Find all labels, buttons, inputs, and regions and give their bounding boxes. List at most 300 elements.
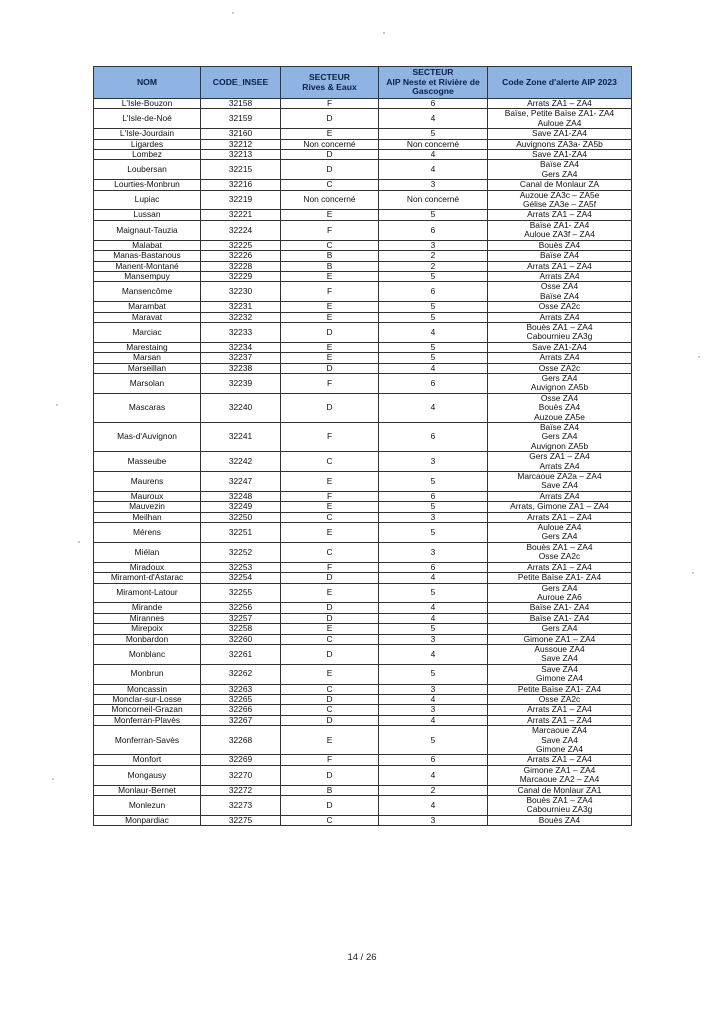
- cell-secteur-aip: 4: [379, 715, 488, 725]
- scan-speck: [232, 12, 234, 14]
- table-row: [94, 363, 632, 373]
- cell-code-zone: Baïse ZA4 Gers ZA4 Auvignon ZA5b: [488, 423, 632, 452]
- cell-code-zone: Gers ZA4: [488, 624, 632, 634]
- table-row: [94, 129, 632, 139]
- cell-code-insee: 32253: [201, 562, 281, 572]
- cell-code-zone: Osse ZA4 Baïse ZA4: [488, 282, 632, 302]
- cell-code-insee: 32256: [201, 603, 281, 613]
- table-row: [94, 312, 632, 322]
- cell-secteur-aip: 5: [379, 664, 488, 684]
- cell-secteur-rives-eaux: E: [281, 583, 379, 603]
- header-nom: NOM: [94, 67, 201, 99]
- cell-code-zone: Gers ZA1 – ZA4 Arrats ZA4: [488, 452, 632, 472]
- cell-secteur-aip: 3: [379, 240, 488, 250]
- cell-secteur-rives-eaux: E: [281, 312, 379, 322]
- cell-code-insee: 32241: [201, 423, 281, 452]
- cell-code-zone: Petite Baïse ZA1- ZA4: [488, 684, 632, 694]
- cell-secteur-rives-eaux: E: [281, 342, 379, 352]
- cell-nom: Lombez: [94, 150, 201, 160]
- table-row: [94, 583, 632, 603]
- cell-code-insee: 32269: [201, 755, 281, 765]
- cell-nom: Mirannes: [94, 613, 201, 623]
- table-row: [94, 251, 632, 261]
- cell-secteur-rives-eaux: E: [281, 502, 379, 512]
- cell-code-zone: Marcaoue ZA2a – ZA4 Save ZA4: [488, 472, 632, 492]
- table-row: [94, 220, 632, 240]
- cell-secteur-aip: 4: [379, 694, 488, 704]
- cell-secteur-rives-eaux: B: [281, 261, 379, 271]
- cell-nom: Marestaing: [94, 342, 201, 352]
- cell-secteur-aip: 6: [379, 220, 488, 240]
- cell-nom: Manent-Montané: [94, 261, 201, 271]
- cell-secteur-aip: 6: [379, 99, 488, 109]
- cell-secteur-rives-eaux: C: [281, 452, 379, 472]
- table-row: [94, 726, 632, 755]
- cell-nom: Maignaut-Tauzia: [94, 220, 201, 240]
- cell-secteur-rives-eaux: E: [281, 353, 379, 363]
- cell-code-zone: Arrats ZA1 – ZA4: [488, 705, 632, 715]
- cell-code-insee: 32221: [201, 210, 281, 220]
- table-row: [94, 765, 632, 785]
- cell-secteur-aip: 2: [379, 261, 488, 271]
- cell-nom: L'Isle-Jourdain: [94, 129, 201, 139]
- cell-code-zone: Gers ZA4 Auvignon ZA5b: [488, 373, 632, 393]
- cell-secteur-aip: 5: [379, 624, 488, 634]
- cell-code-zone: Arrats ZA1 – ZA4: [488, 715, 632, 725]
- cell-secteur-rives-eaux: D: [281, 393, 379, 422]
- scan-speck: [383, 32, 385, 34]
- cell-secteur-aip: 2: [379, 785, 488, 795]
- cell-code-insee: 32219: [201, 190, 281, 210]
- cell-nom: Moncorneil-Grazan: [94, 705, 201, 715]
- table-row: [94, 302, 632, 312]
- cell-code-insee: 32225: [201, 240, 281, 250]
- cell-code-insee: 32216: [201, 180, 281, 190]
- table-row: [94, 573, 632, 583]
- cell-code-insee: 32213: [201, 150, 281, 160]
- cell-secteur-rives-eaux: D: [281, 613, 379, 623]
- cell-secteur-aip: 5: [379, 502, 488, 512]
- table-row: [94, 684, 632, 694]
- scan-speck: [692, 572, 694, 574]
- table-row: [94, 603, 632, 613]
- cell-code-zone: Baïse ZA1- ZA4 Auloue ZA3f – ZA4: [488, 220, 632, 240]
- cell-code-insee: 32229: [201, 271, 281, 281]
- cell-code-insee: 32257: [201, 613, 281, 623]
- cell-code-insee: 32226: [201, 251, 281, 261]
- cell-code-zone: Auzoue ZA3c – ZA5e Gélise ZA3e – ZA5f: [488, 190, 632, 210]
- table-row: [94, 472, 632, 492]
- cell-secteur-aip: 3: [379, 542, 488, 562]
- cell-secteur-rives-eaux: F: [281, 755, 379, 765]
- cell-code-insee: 32252: [201, 542, 281, 562]
- cell-secteur-rives-eaux: D: [281, 160, 379, 180]
- table-row: [94, 353, 632, 363]
- cell-secteur-rives-eaux: Non concerné: [281, 139, 379, 149]
- cell-code-zone: Save ZA1-ZA4: [488, 150, 632, 160]
- cell-secteur-rives-eaux: D: [281, 644, 379, 664]
- cell-secteur-aip: 5: [379, 129, 488, 139]
- cell-secteur-rives-eaux: F: [281, 99, 379, 109]
- cell-code-zone: Aussoue ZA4 Save ZA4: [488, 644, 632, 664]
- cell-code-zone: Canal de Monlaur ZA: [488, 180, 632, 190]
- cell-secteur-rives-eaux: C: [281, 815, 379, 825]
- cell-code-zone: Bouès ZA1 – ZA4 Osse ZA2c: [488, 542, 632, 562]
- cell-code-zone: Save ZA1-ZA4: [488, 342, 632, 352]
- cell-code-insee: 32239: [201, 373, 281, 393]
- cell-nom: Marsolan: [94, 373, 201, 393]
- cell-nom: Meilhan: [94, 512, 201, 522]
- cell-nom: Miramont-d'Astarac: [94, 573, 201, 583]
- cell-secteur-rives-eaux: E: [281, 210, 379, 220]
- cell-code-zone: Baïse ZA1- ZA4: [488, 603, 632, 613]
- table-row: [94, 109, 632, 129]
- cell-secteur-rives-eaux: D: [281, 715, 379, 725]
- cell-code-insee: 32233: [201, 322, 281, 342]
- table-row: [94, 715, 632, 725]
- cell-code-zone: Auloue ZA4 Gers ZA4: [488, 523, 632, 543]
- cell-code-insee: 32275: [201, 815, 281, 825]
- cell-secteur-rives-eaux: C: [281, 180, 379, 190]
- cell-secteur-aip: 4: [379, 322, 488, 342]
- cell-code-zone: Arrats ZA1 – ZA4: [488, 755, 632, 765]
- cell-secteur-aip: 3: [379, 634, 488, 644]
- cell-code-zone: Osse ZA2c: [488, 363, 632, 373]
- cell-secteur-rives-eaux: F: [281, 282, 379, 302]
- table-row: [94, 542, 632, 562]
- cell-nom: Monpardiac: [94, 815, 201, 825]
- table-row: [94, 423, 632, 452]
- cell-nom: Marciac: [94, 322, 201, 342]
- cell-secteur-aip: 5: [379, 472, 488, 492]
- cell-secteur-aip: Non concerné: [379, 190, 488, 210]
- cell-nom: Mongausy: [94, 765, 201, 785]
- cell-nom: Lupiac: [94, 190, 201, 210]
- table-row: [94, 150, 632, 160]
- cell-secteur-aip: 6: [379, 282, 488, 302]
- cell-secteur-rives-eaux: D: [281, 150, 379, 160]
- cell-nom: Masseube: [94, 452, 201, 472]
- cell-nom: Maravat: [94, 312, 201, 322]
- cell-code-zone: Arrats ZA1 – ZA4: [488, 261, 632, 271]
- cell-code-insee: 32242: [201, 452, 281, 472]
- cell-secteur-rives-eaux: F: [281, 220, 379, 240]
- scan-speck: [698, 356, 700, 358]
- cell-code-zone: Canal de Monlaur ZA1: [488, 785, 632, 795]
- cell-nom: Mansencôme: [94, 282, 201, 302]
- header-secteur-rives-eaux: SECTEUR Rives & Eaux: [281, 67, 379, 99]
- cell-nom: Marseillan: [94, 363, 201, 373]
- cell-secteur-rives-eaux: B: [281, 785, 379, 795]
- cell-secteur-aip: 3: [379, 684, 488, 694]
- cell-secteur-rives-eaux: F: [281, 562, 379, 572]
- cell-nom: L'Isle-de-Noé: [94, 109, 201, 129]
- cell-secteur-aip: 3: [379, 180, 488, 190]
- cell-secteur-aip: Non concerné: [379, 139, 488, 149]
- table-row: [94, 491, 632, 501]
- cell-secteur-rives-eaux: F: [281, 423, 379, 452]
- communes-table: [93, 66, 632, 826]
- cell-code-insee: 32266: [201, 705, 281, 715]
- table-row: [94, 664, 632, 684]
- table-row: [94, 815, 632, 825]
- scan-speck: [56, 404, 58, 406]
- cell-secteur-aip: 4: [379, 160, 488, 180]
- cell-code-insee: 32234: [201, 342, 281, 352]
- cell-secteur-aip: 5: [379, 523, 488, 543]
- cell-code-zone: Baïse ZA4 Gers ZA4: [488, 160, 632, 180]
- cell-secteur-rives-eaux: E: [281, 472, 379, 492]
- table-row: [94, 705, 632, 715]
- cell-secteur-aip: 4: [379, 613, 488, 623]
- cell-code-insee: 32260: [201, 634, 281, 644]
- cell-code-insee: 32232: [201, 312, 281, 322]
- table-row: [94, 393, 632, 422]
- cell-code-insee: 32231: [201, 302, 281, 312]
- cell-secteur-rives-eaux: E: [281, 129, 379, 139]
- table-row: [94, 613, 632, 623]
- cell-secteur-rives-eaux: D: [281, 363, 379, 373]
- cell-secteur-rives-eaux: C: [281, 542, 379, 562]
- cell-secteur-aip: 6: [379, 755, 488, 765]
- cell-nom: Mirande: [94, 603, 201, 613]
- cell-nom: Marambat: [94, 302, 201, 312]
- cell-secteur-aip: 3: [379, 815, 488, 825]
- cell-code-insee: 32250: [201, 512, 281, 522]
- cell-secteur-rives-eaux: E: [281, 726, 379, 755]
- cell-nom: Malabat: [94, 240, 201, 250]
- cell-nom: Monlaur-Bernet: [94, 785, 201, 795]
- cell-nom: Ligardes: [94, 139, 201, 149]
- table-row: [94, 755, 632, 765]
- cell-code-zone: Save ZA1-ZA4: [488, 129, 632, 139]
- cell-nom: Mauroux: [94, 491, 201, 501]
- cell-code-zone: Arrats ZA1 – ZA4: [488, 210, 632, 220]
- cell-secteur-aip: 5: [379, 342, 488, 352]
- cell-secteur-rives-eaux: D: [281, 694, 379, 704]
- cell-code-insee: 32251: [201, 523, 281, 543]
- cell-secteur-aip: 5: [379, 353, 488, 363]
- cell-nom: Monbardon: [94, 634, 201, 644]
- table-row: [94, 342, 632, 352]
- table-row: [94, 624, 632, 634]
- cell-nom: Monferran-Savès: [94, 726, 201, 755]
- cell-secteur-rives-eaux: F: [281, 491, 379, 501]
- cell-code-zone: Arrats ZA4: [488, 491, 632, 501]
- cell-nom: Monferran-Plavès: [94, 715, 201, 725]
- cell-code-zone: Arrats ZA4: [488, 271, 632, 281]
- cell-secteur-rives-eaux: E: [281, 523, 379, 543]
- cell-secteur-rives-eaux: C: [281, 634, 379, 644]
- cell-nom: Moncassin: [94, 684, 201, 694]
- cell-secteur-aip: 5: [379, 302, 488, 312]
- cell-secteur-aip: 2: [379, 251, 488, 261]
- cell-nom: Lourties-Monbrun: [94, 180, 201, 190]
- table-row: [94, 210, 632, 220]
- cell-code-insee: 32158: [201, 99, 281, 109]
- cell-secteur-aip: 3: [379, 705, 488, 715]
- cell-secteur-aip: 5: [379, 583, 488, 603]
- cell-nom: L'Isle-Bouzon: [94, 99, 201, 109]
- cell-code-insee: 32159: [201, 109, 281, 129]
- cell-secteur-rives-eaux: C: [281, 240, 379, 250]
- table-row: [94, 373, 632, 393]
- cell-secteur-rives-eaux: B: [281, 251, 379, 261]
- table-row: [94, 180, 632, 190]
- cell-code-zone: Arrats ZA1 – ZA4: [488, 512, 632, 522]
- header-code-insee: CODE_INSEE: [201, 67, 281, 99]
- cell-code-insee: 32212: [201, 139, 281, 149]
- cell-code-insee: 32215: [201, 160, 281, 180]
- cell-secteur-rives-eaux: D: [281, 796, 379, 816]
- cell-code-zone: Arrats ZA1 – ZA4: [488, 562, 632, 572]
- cell-secteur-aip: 5: [379, 312, 488, 322]
- cell-code-insee: 32258: [201, 624, 281, 634]
- scan-speck: [52, 778, 54, 780]
- cell-nom: Monlezun: [94, 796, 201, 816]
- cell-code-insee: 32265: [201, 694, 281, 704]
- cell-nom: Miélan: [94, 542, 201, 562]
- cell-nom: Marsan: [94, 353, 201, 363]
- cell-nom: Maurens: [94, 472, 201, 492]
- table-row: [94, 240, 632, 250]
- cell-code-insee: 32224: [201, 220, 281, 240]
- cell-secteur-rives-eaux: Non concerné: [281, 190, 379, 210]
- cell-secteur-aip: 4: [379, 573, 488, 583]
- table-row: [94, 160, 632, 180]
- cell-secteur-aip: 4: [379, 765, 488, 785]
- cell-secteur-aip: 4: [379, 644, 488, 664]
- cell-secteur-rives-eaux: C: [281, 705, 379, 715]
- cell-code-zone: Bouès ZA1 – ZA4 Cabournieu ZA3g: [488, 796, 632, 816]
- table-row: [94, 322, 632, 342]
- cell-code-zone: Arrats ZA4: [488, 353, 632, 363]
- cell-nom: Mas-d'Auvignon: [94, 423, 201, 452]
- cell-nom: Miradoux: [94, 562, 201, 572]
- cell-secteur-rives-eaux: E: [281, 302, 379, 312]
- scan-speck: [78, 541, 80, 543]
- cell-nom: Mirepoix: [94, 624, 201, 634]
- cell-code-zone: Bouès ZA4: [488, 815, 632, 825]
- cell-code-insee: 32254: [201, 573, 281, 583]
- cell-secteur-aip: 4: [379, 150, 488, 160]
- cell-nom: Mascaras: [94, 393, 201, 422]
- table-row: [94, 139, 632, 149]
- table-row: [94, 562, 632, 572]
- cell-nom: Mansempuy: [94, 271, 201, 281]
- cell-secteur-aip: 6: [379, 423, 488, 452]
- cell-code-zone: Gimone ZA1 – ZA4 Marcaoue ZA2 – ZA4: [488, 765, 632, 785]
- cell-code-insee: 32263: [201, 684, 281, 694]
- cell-code-zone: Save ZA4 Gimone ZA4: [488, 664, 632, 684]
- cell-secteur-rives-eaux: D: [281, 109, 379, 129]
- cell-code-insee: 32255: [201, 583, 281, 603]
- cell-code-zone: Arrats, Gimone ZA1 – ZA4: [488, 502, 632, 512]
- table-header-row: [94, 67, 632, 99]
- cell-code-zone: Arrats ZA1 – ZA4: [488, 99, 632, 109]
- cell-secteur-aip: 4: [379, 363, 488, 373]
- cell-nom: Monclar-sur-Losse: [94, 694, 201, 704]
- cell-secteur-aip: 4: [379, 393, 488, 422]
- header-secteur-aip: SECTEUR AIP Neste et Rivière de Gascogne: [379, 67, 488, 99]
- cell-secteur-aip: 4: [379, 603, 488, 613]
- cell-secteur-rives-eaux: C: [281, 512, 379, 522]
- cell-code-insee: 32237: [201, 353, 281, 363]
- cell-code-zone: Bouès ZA1 – ZA4 Cabournieu ZA3g: [488, 322, 632, 342]
- cell-code-zone: Osse ZA4 Bouès ZA4 Auzoue ZA5e: [488, 393, 632, 422]
- cell-nom: Monblanc: [94, 644, 201, 664]
- cell-code-insee: 32272: [201, 785, 281, 795]
- table-row: [94, 694, 632, 704]
- cell-code-zone: Baïse, Petite Baïse ZA1- ZA4 Auloue ZA4: [488, 109, 632, 129]
- cell-code-zone: Marcaoue ZA4 Save ZA4 Gimone ZA4: [488, 726, 632, 755]
- cell-code-insee: 32267: [201, 715, 281, 725]
- cell-nom: Manas-Bastanous: [94, 251, 201, 261]
- cell-secteur-rives-eaux: F: [281, 373, 379, 393]
- cell-secteur-rives-eaux: D: [281, 765, 379, 785]
- table-row: [94, 190, 632, 210]
- table-row: [94, 452, 632, 472]
- cell-code-zone: Osse ZA2c: [488, 694, 632, 704]
- table-row: [94, 99, 632, 109]
- table-row: [94, 512, 632, 522]
- table-row: [94, 282, 632, 302]
- cell-secteur-aip: 3: [379, 512, 488, 522]
- cell-secteur-rives-eaux: E: [281, 664, 379, 684]
- table-row: [94, 644, 632, 664]
- cell-code-insee: 32230: [201, 282, 281, 302]
- cell-code-insee: 32238: [201, 363, 281, 373]
- cell-secteur-aip: 4: [379, 109, 488, 129]
- cell-code-insee: 32249: [201, 502, 281, 512]
- cell-code-zone: Bouès ZA4: [488, 240, 632, 250]
- table-row: [94, 796, 632, 816]
- cell-code-zone: Gers ZA4 Auroue ZA6: [488, 583, 632, 603]
- cell-code-zone: Petite Baïse ZA1- ZA4: [488, 573, 632, 583]
- cell-code-insee: 32262: [201, 664, 281, 684]
- cell-code-insee: 32248: [201, 491, 281, 501]
- cell-secteur-rives-eaux: C: [281, 684, 379, 694]
- cell-secteur-aip: 5: [379, 210, 488, 220]
- cell-code-zone: Auvignons ZA3a- ZA5b: [488, 139, 632, 149]
- cell-secteur-aip: 3: [379, 452, 488, 472]
- table-row: [94, 523, 632, 543]
- cell-code-insee: 32270: [201, 765, 281, 785]
- cell-code-zone: Baïse ZA1- ZA4: [488, 613, 632, 623]
- cell-code-insee: 32160: [201, 129, 281, 139]
- table-row: [94, 502, 632, 512]
- cell-code-insee: 32247: [201, 472, 281, 492]
- table-row: [94, 634, 632, 644]
- cell-nom: Loubersan: [94, 160, 201, 180]
- cell-code-insee: 32268: [201, 726, 281, 755]
- cell-nom: Monbrun: [94, 664, 201, 684]
- cell-code-insee: 32228: [201, 261, 281, 271]
- page-number: 14 / 26: [347, 952, 377, 963]
- table-row: [94, 261, 632, 271]
- cell-code-insee: 32240: [201, 393, 281, 422]
- cell-code-zone: Osse ZA2c: [488, 302, 632, 312]
- cell-nom: Miramont-Latour: [94, 583, 201, 603]
- cell-secteur-aip: 6: [379, 373, 488, 393]
- cell-secteur-rives-eaux: D: [281, 603, 379, 613]
- table-row: [94, 785, 632, 795]
- table-body: [94, 99, 632, 826]
- cell-code-insee: 32261: [201, 644, 281, 664]
- cell-code-insee: 32273: [201, 796, 281, 816]
- cell-secteur-aip: 6: [379, 562, 488, 572]
- header-code-zone: Code Zone d'alerte AIP 2023: [488, 67, 632, 99]
